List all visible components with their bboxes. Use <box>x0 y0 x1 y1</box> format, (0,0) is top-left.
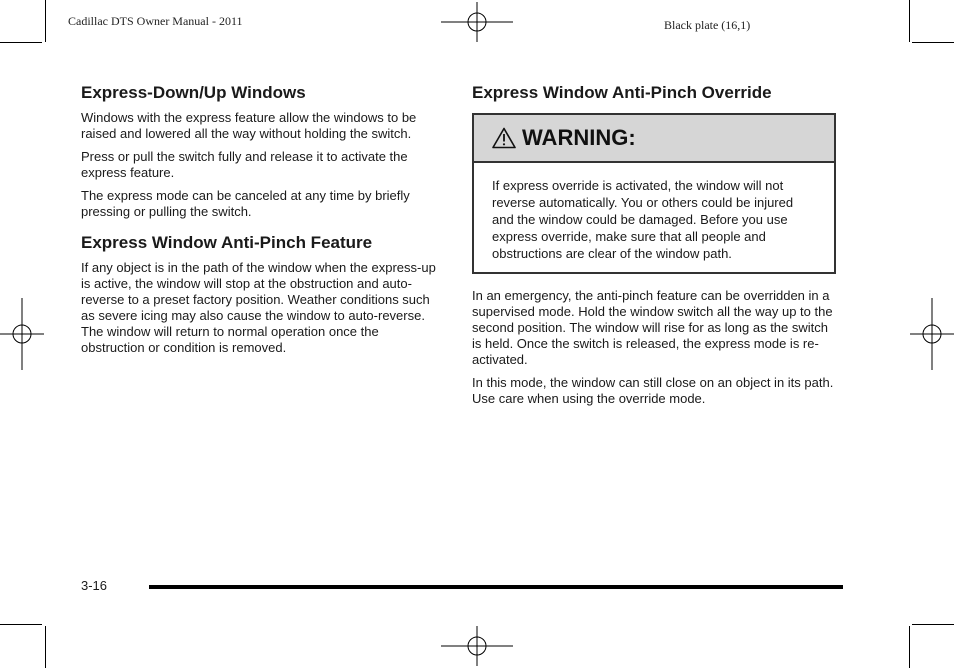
paragraph: If any object is in the path of the window when the express-up is active, the window will stop at the obstruction and auto-reverse to a preset factory position. Weather conditions such as severe icing may also cause the window to auto-reverse. The window will return to normal operation once the obstruction or condition is removed. <box>81 260 436 355</box>
paragraph: Press or pull the switch fully and release it to activate the express feature. <box>81 149 408 180</box>
paragraph: The express mode can be canceled at any time by briefly pressing or pulling the switch. <box>81 188 410 219</box>
registration-mark-icon <box>441 2 513 42</box>
warning-triangle-icon <box>492 127 516 149</box>
warning-body <box>474 163 834 272</box>
registration-mark-icon <box>910 298 954 370</box>
page-number: 3-16 <box>81 578 108 593</box>
warning-text: If express override is activated, the window will not reverse automatically. You or others could be injured and the window could be damaged. Before you use express override, make sure that all people and obstructions are clear of the window path. <box>492 178 794 261</box>
paragraph: In an emergency, the anti-pinch feature can be overridden in a supervised mode. Hold the window switch all the way up to the second position. The window will rise for as long as the switch is held. Once the switch is released, the express mode is re-activated. <box>472 288 833 367</box>
registration-mark-icon <box>441 626 513 666</box>
paragraph: Windows with the express feature allow the windows to be raised and lowered all the way without holding the switch. <box>81 110 417 141</box>
section-heading-anti-pinch-feature: Express Window Anti-Pinch Feature <box>81 233 373 252</box>
warning-title: WARNING: <box>522 125 636 150</box>
registration-mark-icon <box>0 298 44 370</box>
left-column <box>81 82 443 363</box>
section-heading-express-down-up: Express-Down/Up Windows <box>81 83 306 102</box>
right-column <box>472 82 836 414</box>
paragraph: In this mode, the window can still close on an object in its path. Use care when using the override mode. <box>472 375 834 406</box>
running-header-title: Cadillac DTS Owner Manual - 2011 <box>68 14 243 28</box>
warning-box <box>472 113 836 274</box>
warning-header <box>474 115 834 163</box>
running-header-plate: Black plate (16,1) <box>664 18 751 32</box>
section-heading-anti-pinch-override: Express Window Anti-Pinch Override <box>472 83 772 102</box>
footer-rule <box>149 585 843 589</box>
